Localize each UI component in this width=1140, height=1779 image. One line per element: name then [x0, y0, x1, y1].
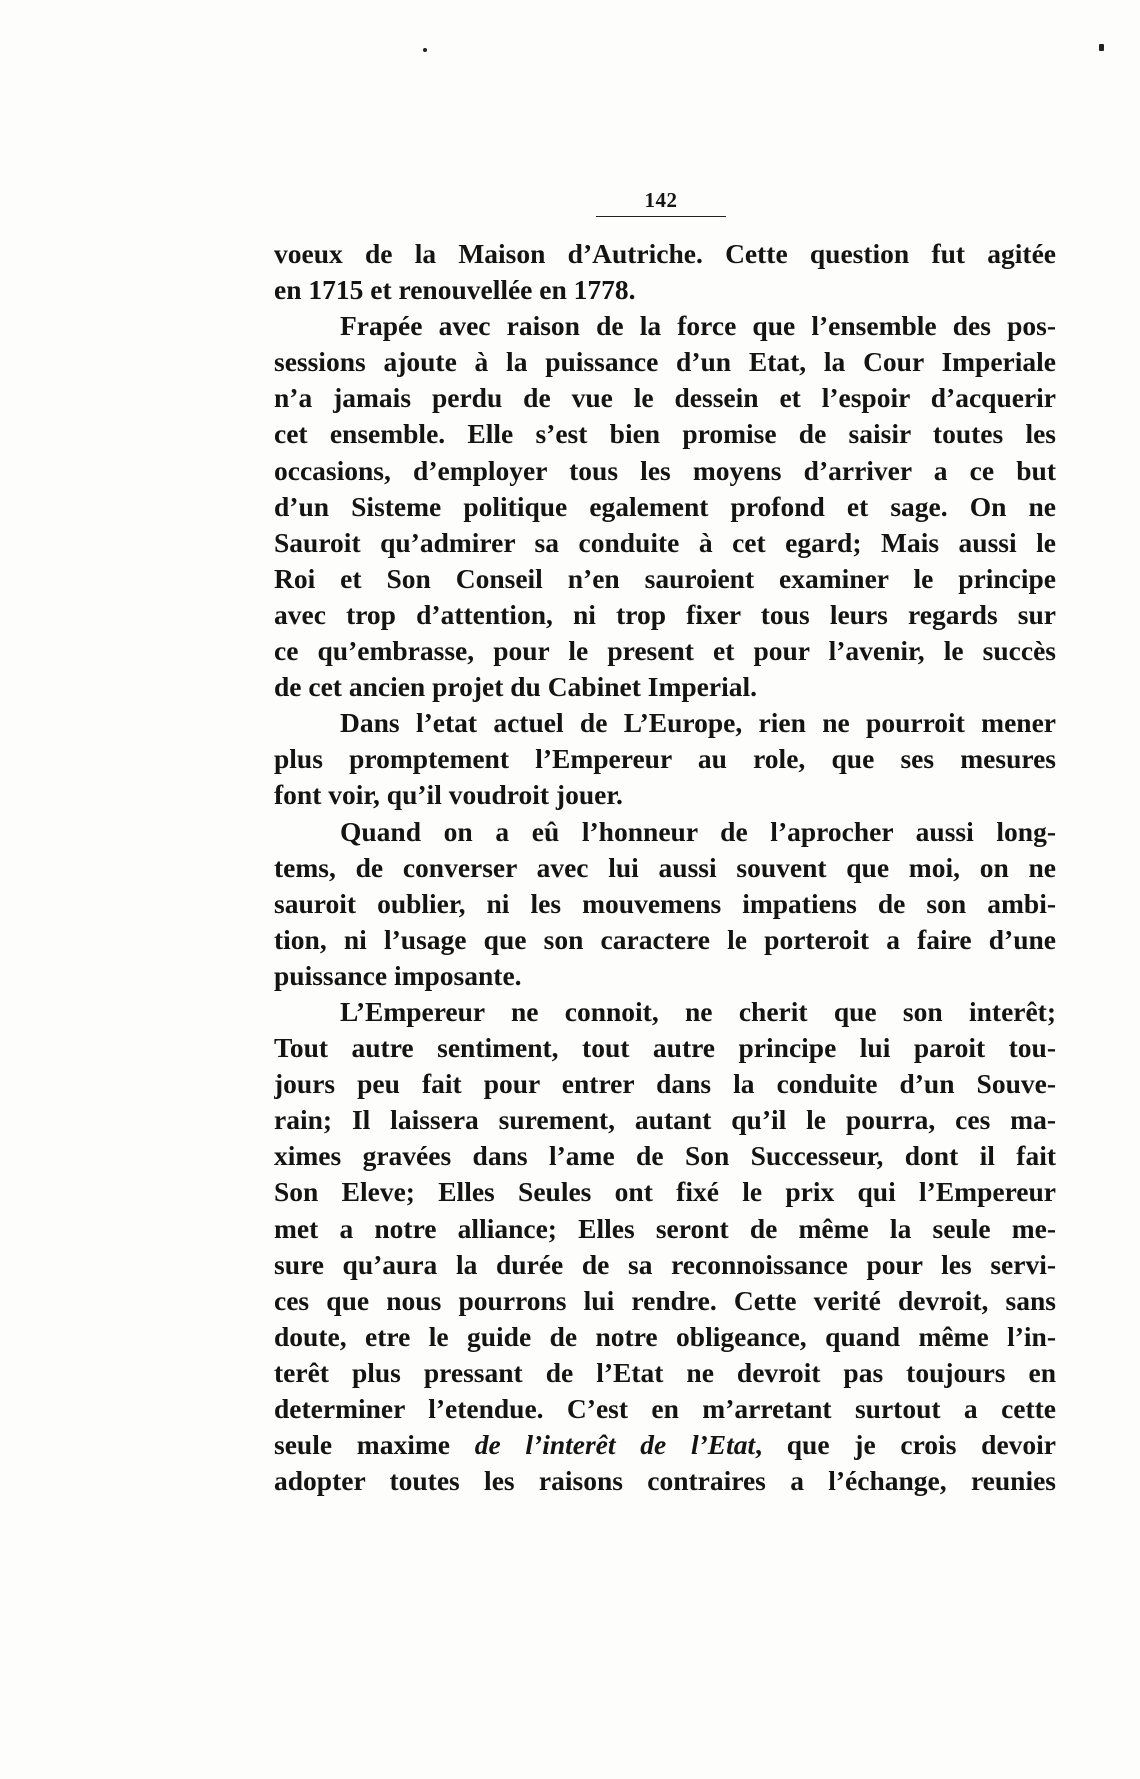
text-line: Quand on a eû l’honneur de l’aprocher aussi long-	[340, 815, 1056, 847]
text-line: Roi et Son Conseil n’en sauroient examiner le principe	[274, 562, 1056, 594]
text-line: determiner l’etendue. C’est en m’arretant surtout a cette	[274, 1393, 1056, 1424]
text-line: doute, etre le guide de notre obligeance, quand même l’in-	[274, 1320, 1056, 1352]
text-line: Dans l’etat actuel de L’Europe, rien ne pourroit mener	[340, 707, 1056, 739]
text-line: plus promptement l’Empereur au role, que ses mesures	[274, 743, 1056, 775]
text-line: tion, ni l’usage que son caractere le porteroit a faire d’une	[274, 923, 1056, 955]
text-line: puissance imposante.	[274, 959, 522, 991]
text-line	[274, 1427, 1056, 1463]
text-line-part: , que je crois devoir	[755, 1429, 1056, 1461]
text-line: font voir, qu’il voudroit jouer.	[274, 779, 623, 811]
text-line: voeux de la Maison d’Autriche. Cette question fut agitée	[274, 238, 1056, 269]
text-line: Sauroit qu’admirer sa conduite à cet egard; Mais aussi le	[274, 526, 1056, 558]
text-line: Son Eleve; Elles Seules ont fixé le prix qui l’Empereur	[274, 1176, 1056, 1208]
text-line: rain; Il laissera surement, autant qu’il le pourra, ces ma-	[274, 1104, 1056, 1136]
text-line: sure qu’aura la durée de sa reconnoissance pour les servi-	[274, 1248, 1056, 1280]
text-line: de cet ancien projet du Cabinet Imperial.	[274, 671, 757, 703]
page-number-rule	[596, 216, 726, 217]
text-line: ce qu’embrasse, pour le present et pour l’avenir, le succès	[274, 635, 1056, 667]
text-line: en 1715 et renouvellée en 1778.	[274, 274, 636, 306]
text-line-part: seule maxime	[274, 1429, 475, 1461]
text-line: ximes gravées dans l’ame de Son Successeur, dont il fait	[274, 1140, 1056, 1172]
italic-phrase: de l’interêt de l’Etat	[474, 1429, 756, 1461]
text-line: Tout autre sentiment, tout autre principe lui paroit tou-	[274, 1032, 1056, 1064]
page-number: 142	[644, 188, 678, 212]
text-line: met a notre alliance; Elles seront de même la seule me-	[274, 1212, 1056, 1244]
text-line: sessions ajoute à la puissance d’un Etat, la Cour Imperiale	[274, 346, 1056, 378]
text-line: d’un Sisteme politique egalement profond et sage. On ne	[274, 490, 1056, 522]
text-line: cet ensemble. Elle s’est bien promise de saisir toutes les	[274, 418, 1056, 450]
scan-speck	[1099, 44, 1104, 51]
scan-speck	[423, 48, 427, 52]
text-line: L’Empereur ne connoit, ne cherit que son interêt;	[340, 995, 1056, 1027]
text-line: jours peu fait pour entrer dans la conduite d’un Souve-	[274, 1068, 1056, 1100]
body-text	[274, 236, 1056, 1499]
text-line: sauroit oublier, ni les mouvemens impatiens de son ambi-	[274, 887, 1056, 919]
text-line: ces que nous pourrons lui rendre. Cette verité devroit, sans	[274, 1284, 1056, 1316]
text-line: terêt plus pressant de l’Etat ne devroit pas toujours en	[274, 1356, 1056, 1388]
text-line: adopter toutes les raisons contraires a l’échange, reunies	[274, 1465, 1056, 1497]
text-line: tems, de converser avec lui aussi souvent que moi, on ne	[274, 851, 1056, 883]
text-line: avec trop d’attention, ni trop fixer tous leurs regards sur	[274, 598, 1056, 630]
text-line: occasions, d’employer tous les moyens d’arriver a ce but	[274, 454, 1056, 486]
text-line: n’a jamais perdu de vue le dessein et l’espoir d’acquerir	[274, 382, 1056, 414]
text-line: Frapée avec raison de la force que l’ensemble des pos-	[340, 310, 1056, 342]
